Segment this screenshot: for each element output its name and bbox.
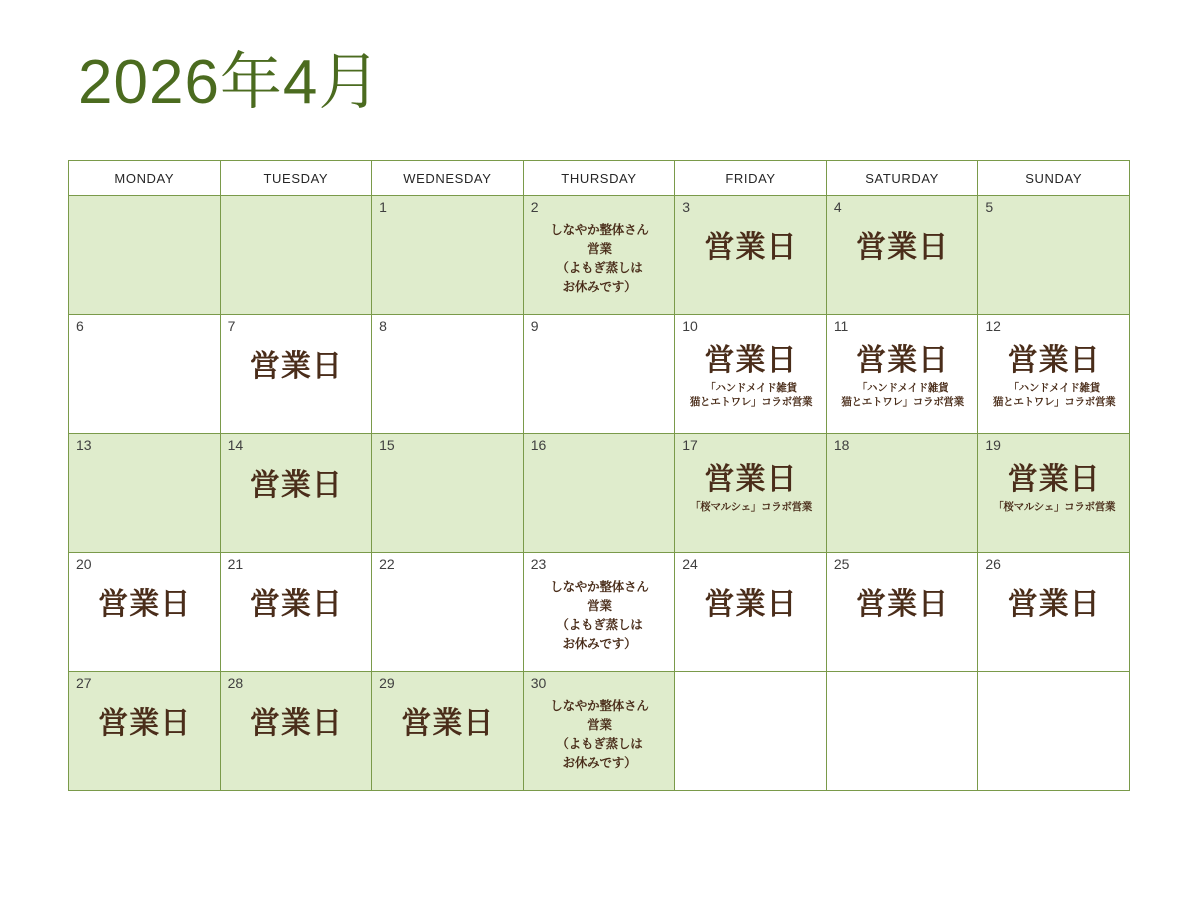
weekday-header-wednesday: WEDNESDAY	[372, 161, 524, 196]
day-cell-30[interactable]	[523, 672, 675, 791]
event-note-handmade	[682, 381, 820, 409]
day-number: 4	[833, 199, 842, 215]
day-cell-5[interactable]	[978, 196, 1130, 315]
note-line-4: お休みです）	[562, 636, 637, 651]
calendar-week-row	[69, 315, 1130, 434]
day-number: 24	[682, 556, 698, 572]
calendar-week-row	[69, 553, 1130, 672]
day-cell-27[interactable]	[69, 672, 221, 791]
day-cell-19[interactable]	[978, 434, 1130, 553]
note-line-3: （よもぎ蒸しは	[556, 736, 643, 751]
event-label-eigyobi: 営業日	[401, 707, 495, 741]
day-cell-29[interactable]	[372, 672, 524, 791]
note-line-1: 「ハンドメイド雑貨	[1008, 381, 1100, 394]
note-line-2: 猫とエトワレ」コラボ営業	[992, 396, 1116, 409]
event-label-eigyobi: 営業日	[704, 463, 798, 497]
day-cell-3[interactable]	[675, 196, 827, 315]
event-label-eigyobi: 営業日	[249, 588, 343, 622]
day-number: 9	[530, 318, 539, 334]
day-number: 11	[833, 318, 849, 334]
day-number: 22	[379, 556, 395, 572]
day-cell-9[interactable]	[523, 315, 675, 434]
weekday-header-tuesday: TUESDAY	[220, 161, 372, 196]
day-number: 16	[530, 437, 547, 453]
weekday-header-sunday: SUNDAY	[978, 161, 1130, 196]
day-cell-22[interactable]	[372, 553, 524, 672]
day-cell-empty	[220, 196, 372, 315]
event-label-eigyobi: 営業日	[1007, 344, 1101, 378]
event-label-eigyobi: 営業日	[704, 231, 798, 265]
note-line-2: 猫とエトワレ」コラボ営業	[841, 396, 964, 409]
day-number: 8	[379, 318, 387, 334]
calendar-week-row	[69, 434, 1130, 553]
event-note-handmade	[985, 381, 1123, 409]
day-cell-26[interactable]	[978, 553, 1130, 672]
day-cell-17[interactable]	[675, 434, 827, 553]
day-cell-28[interactable]	[220, 672, 372, 791]
day-cell-11[interactable]	[826, 315, 978, 434]
day-cell-15[interactable]	[372, 434, 524, 553]
day-cell-empty	[978, 672, 1130, 791]
day-cell-2[interactable]	[523, 196, 675, 315]
day-cell-18[interactable]	[826, 434, 978, 553]
event-label-eigyobi: 営業日	[704, 588, 798, 622]
page-title: 2026年4月	[78, 48, 382, 117]
day-number: 1	[379, 199, 387, 215]
calendar-header-row	[69, 161, 1130, 196]
event-label-eigyobi: 営業日	[249, 707, 343, 741]
day-cell-25[interactable]	[826, 553, 978, 672]
event-note-seitai	[531, 221, 669, 296]
day-cell-20[interactable]	[69, 553, 221, 672]
weekday-header-monday: MONDAY	[69, 161, 221, 196]
day-cell-12[interactable]	[978, 315, 1130, 434]
day-number: 13	[76, 437, 92, 453]
note-line-4: お休みです）	[562, 755, 637, 770]
day-number: 14	[227, 437, 244, 453]
day-cell-1[interactable]	[372, 196, 524, 315]
day-cell-empty	[69, 196, 221, 315]
day-number: 29	[379, 675, 395, 691]
day-number: 19	[985, 437, 1001, 453]
note-line-2: 営業	[587, 599, 612, 614]
day-number: 27	[76, 675, 92, 691]
calendar-week-row	[69, 672, 1130, 791]
day-cell-10[interactable]	[675, 315, 827, 434]
event-label-eigyobi: 営業日	[856, 231, 950, 265]
note-line-3: （よもぎ蒸しは	[556, 617, 643, 632]
day-number: 21	[227, 556, 244, 572]
event-label-eigyobi: 営業日	[1007, 463, 1101, 497]
day-number: 18	[833, 437, 850, 453]
event-label-eigyobi: 営業日	[249, 469, 343, 503]
day-number: 7	[227, 318, 236, 334]
day-number: 23	[530, 556, 547, 572]
day-number: 6	[76, 318, 84, 334]
note-line-2: 営業	[587, 718, 612, 733]
weekday-header-saturday: SATURDAY	[826, 161, 978, 196]
day-cell-24[interactable]	[675, 553, 827, 672]
event-label-eigyobi: 営業日	[98, 588, 192, 622]
day-number: 30	[530, 675, 547, 691]
day-number: 5	[985, 199, 994, 215]
event-note-seitai	[531, 578, 669, 653]
day-cell-21[interactable]	[220, 553, 372, 672]
note-line-1: しなやか整体さん	[550, 699, 649, 714]
day-cell-14[interactable]	[220, 434, 372, 553]
day-number: 10	[682, 318, 698, 334]
note-line-1: 「ハンドメイド雑貨	[856, 381, 949, 394]
event-note-sakura-marche: 「桜マルシェ」コラボ営業	[993, 500, 1116, 513]
weekday-header-thursday: THURSDAY	[523, 161, 675, 196]
day-number: 25	[833, 556, 850, 572]
event-label-eigyobi: 営業日	[249, 350, 343, 384]
event-note-handmade	[834, 381, 972, 409]
note-line-4: お休みです）	[562, 279, 637, 294]
day-number: 15	[379, 437, 395, 453]
event-note-seitai	[531, 697, 669, 772]
event-label-eigyobi: 営業日	[1007, 588, 1101, 622]
event-label-eigyobi: 営業日	[98, 707, 192, 741]
note-line-2: 営業	[587, 242, 612, 257]
note-line-2: 猫とエトワレ」コラボ営業	[689, 396, 813, 409]
note-line-3: （よもぎ蒸しは	[556, 260, 643, 275]
calendar-week-row	[69, 196, 1130, 315]
event-label-eigyobi: 営業日	[704, 344, 798, 378]
monthly-calendar	[68, 160, 1130, 791]
day-number: 12	[985, 318, 1001, 334]
note-line-1: しなやか整体さん	[550, 580, 649, 595]
day-cell-13[interactable]	[69, 434, 221, 553]
day-cell-4[interactable]	[826, 196, 978, 315]
note-line-1: しなやか整体さん	[550, 223, 649, 238]
day-number: 2	[530, 199, 539, 215]
day-cell-empty	[675, 672, 827, 791]
day-cell-6[interactable]	[69, 315, 221, 434]
day-cell-7[interactable]	[220, 315, 372, 434]
day-cell-23[interactable]	[523, 553, 675, 672]
day-number: 3	[682, 199, 691, 215]
event-note-sakura-marche: 「桜マルシェ」コラボ営業	[690, 500, 812, 513]
weekday-header-friday: FRIDAY	[675, 161, 827, 196]
day-number: 28	[227, 675, 244, 691]
day-cell-8[interactable]	[372, 315, 524, 434]
day-cell-16[interactable]	[523, 434, 675, 553]
event-label-eigyobi: 営業日	[856, 588, 950, 622]
day-number: 20	[76, 556, 92, 572]
note-line-1: 「ハンドメイド雑貨	[705, 381, 797, 394]
day-number: 17	[682, 437, 698, 453]
day-cell-empty	[826, 672, 978, 791]
day-number: 26	[985, 556, 1001, 572]
event-label-eigyobi: 営業日	[856, 344, 950, 378]
